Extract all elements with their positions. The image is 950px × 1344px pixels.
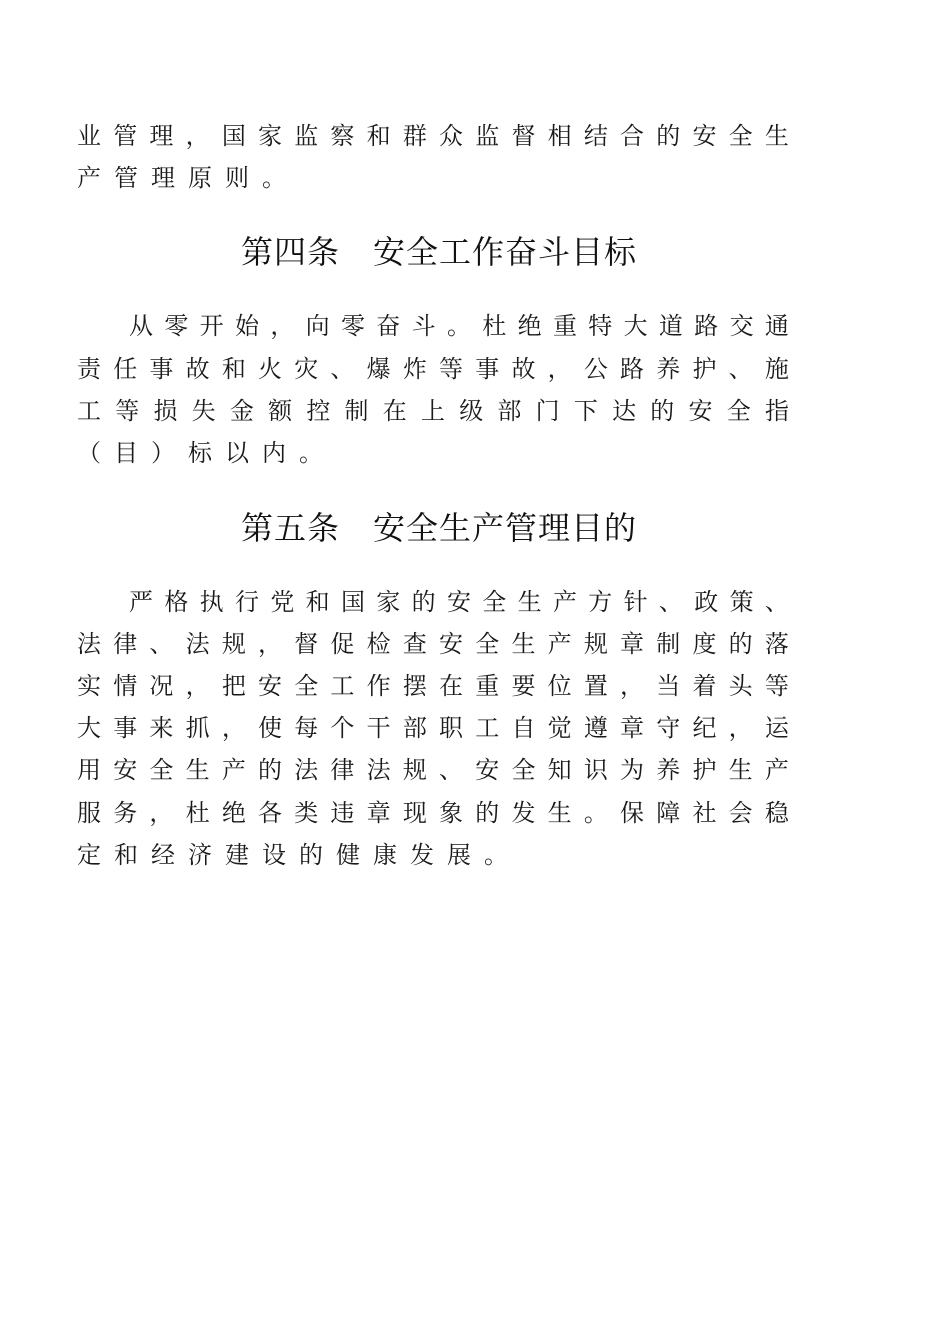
paragraph-line: 用 安 全 生 产 的 法 律 法 规 、 安 全 知 识 为 养 护 生 产 [77, 756, 789, 784]
paragraph-line: 严 格 执 行 党 和 国 家 的 安 全 生 产 方 针 、 政 策 、 [129, 588, 789, 616]
paragraph-line: 业 管 理 ， 国 家 监 察 和 群 众 监 督 相 结 合 的 安 全 生 [77, 122, 789, 150]
article-4-heading: 第四条 安全工作奋斗目标 [240, 233, 637, 271]
paragraph-line: 实 情 况 ， 把 安 全 工 作 摆 在 重 要 位 置 ， 当 着 头 等 [77, 672, 789, 700]
paragraph-line: （ 目 ） 标 以 内 。 [77, 439, 323, 467]
paragraph-line: 产 管 理 原 则 。 [77, 164, 286, 192]
article-5-heading: 第五条 安全生产管理目的 [240, 509, 637, 547]
paragraph-line: 工 等 损 失 金 额 控 制 在 上 级 部 门 下 达 的 安 全 指 [77, 397, 789, 425]
paragraph-line: 责 任 事 故 和 火 灾 、 爆 炸 等 事 故 ， 公 路 养 护 、 施 [77, 355, 789, 383]
paragraph-line: 从 零 开 始 ， 向 零 奋 斗 。 杜 绝 重 特 大 道 路 交 通 [129, 312, 789, 340]
paragraph-line: 法 律 、 法 规 ， 督 促 检 查 安 全 生 产 规 章 制 度 的 落 [77, 630, 789, 658]
paragraph-line: 服 务 ， 杜 绝 各 类 违 章 现 象 的 发 生 。 保 障 社 会 稳 [77, 799, 789, 827]
paragraph-line: 大 事 来 抓 ， 使 每 个 干 部 职 工 自 觉 遵 章 守 纪 ， 运 [77, 714, 789, 742]
paragraph-line: 定 和 经 济 建 设 的 健 康 发 展 。 [77, 841, 508, 869]
